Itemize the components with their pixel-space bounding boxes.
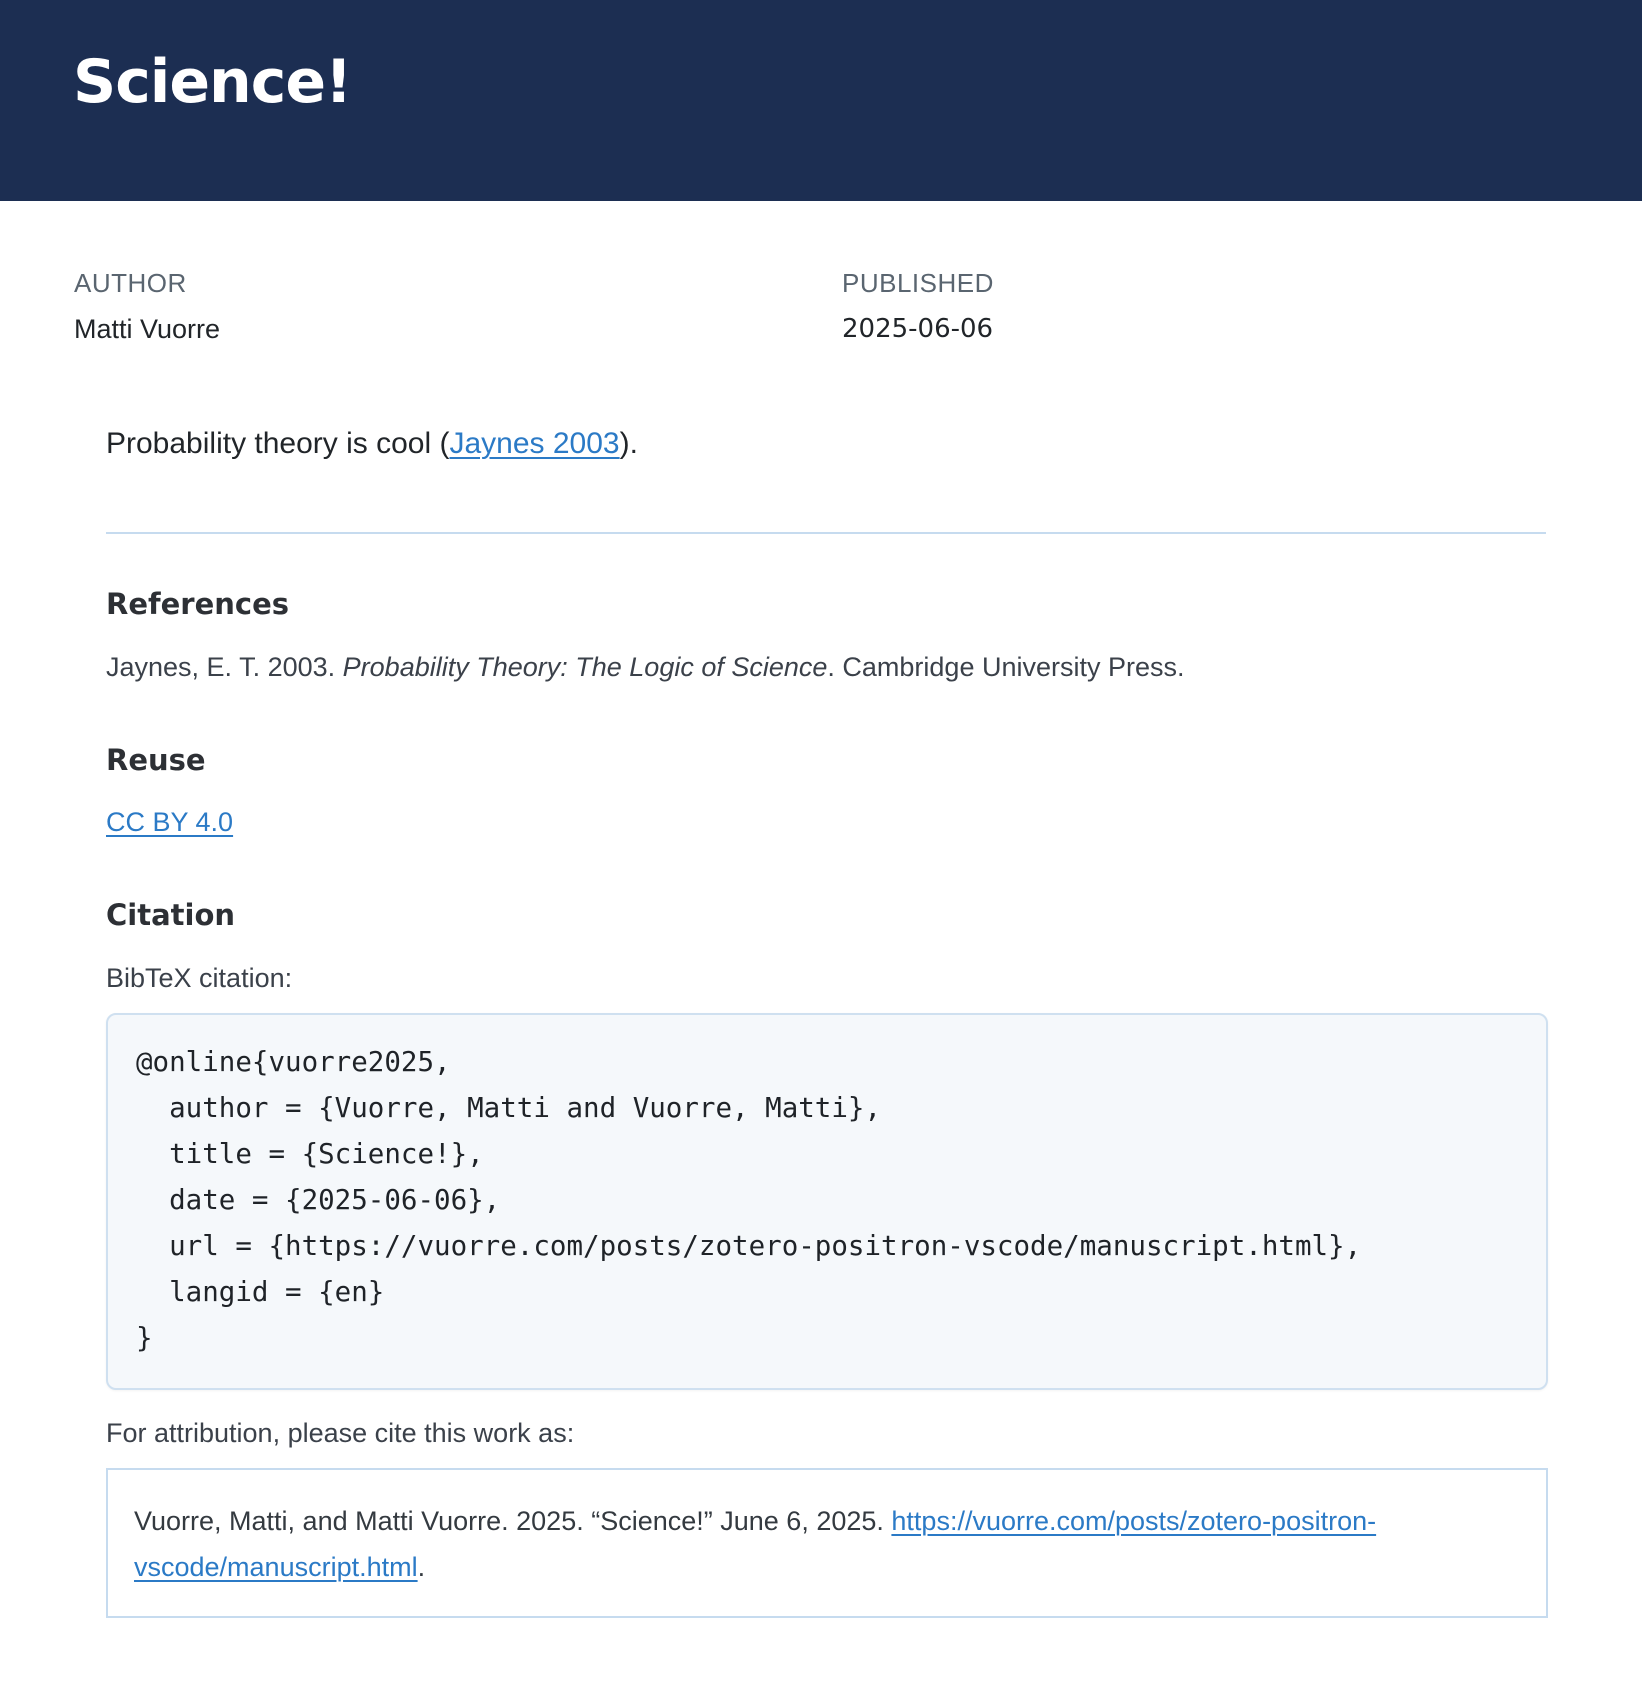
reference-entry-suffix: . Cambridge University Press. [827,652,1185,682]
reference-entry-title: Probability Theory: The Logic of Science [342,652,828,682]
attribution-text-end: . [417,1552,426,1582]
published-label: PUBLISHED [842,268,994,298]
attribution-box [106,1468,1548,1618]
author-name: Matti Vuorre [74,314,221,344]
citation-link[interactable]: Jaynes 2003 [449,427,620,460]
attribution-text [134,1498,1524,1590]
citation-heading: Citation [106,898,236,932]
references-heading: References [106,587,290,621]
title-banner [0,0,1642,201]
body-text-after: ). [619,427,638,460]
body-paragraph [106,424,638,464]
reference-entry [106,649,1185,685]
license-link[interactable]: CC BY 4.0 [106,807,234,837]
bibtex-code-block[interactable] [106,1013,1548,1390]
bibtex-code[interactable]: @online{vuorre2025, author = {Vuorre, Matti and Vuorre, Matti}, title = {Science!}, date = {2025-06-06}, url = {https://vuorre.com/posts/zotero-positron-vscode/manuscript.html}, langid = {en} } [136,1046,1362,1354]
published-date: 2025-06-06 [842,314,994,344]
attribution-text-main: Vuorre, Matti, and Matti Vuorre. 2025. “Science!” June 6, 2025. [134,1506,892,1536]
section-divider [106,532,1546,534]
attribution-url-link[interactable]: https://vuorre.com/posts/zotero-positron-vscode/manuscript.html [134,1506,1377,1582]
attribution-label: For attribution, please cite this work as: [106,1418,575,1448]
body-text-before: Probability theory is cool ( [106,427,450,460]
author-label: AUTHOR [74,268,187,298]
page-title: Science! [73,47,352,117]
reuse-license [106,804,233,840]
bibtex-label: BibTeX citation: [106,963,293,993]
reuse-heading: Reuse [106,743,206,777]
reference-entry-prefix: Jaynes, E. T. 2003. [106,652,343,682]
